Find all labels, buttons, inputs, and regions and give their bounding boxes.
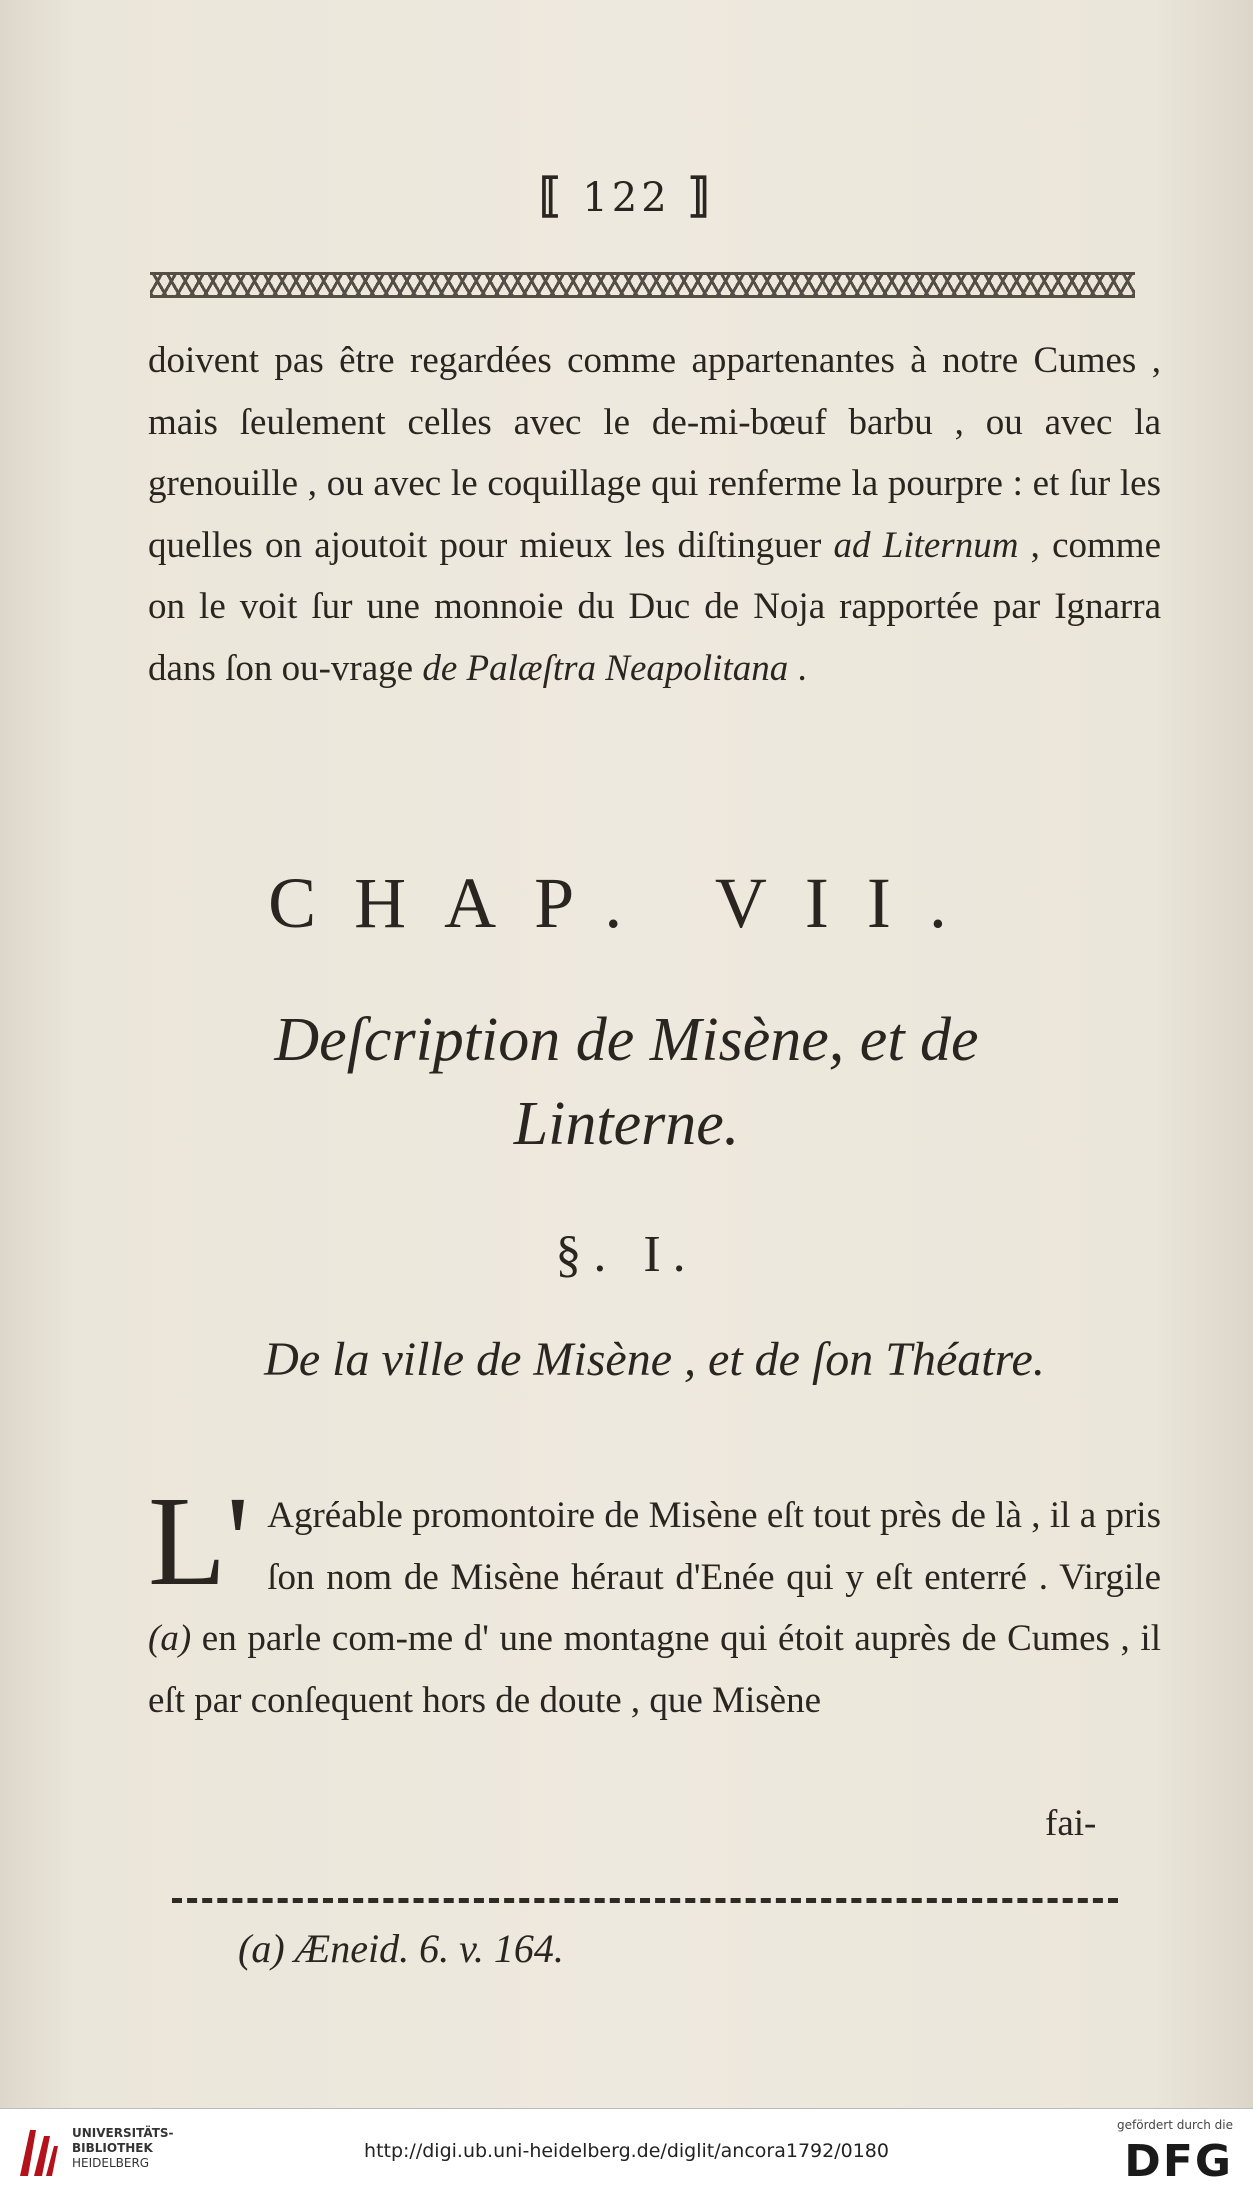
library-name-line: UNIVERSITÄTS- <box>72 2126 174 2140</box>
text-run: . <box>788 647 807 689</box>
text-run: , comme on le voit ſur une monnoie du Duc de Noja rapportée par Ignarra dans ſon ou-vrage <box>148 524 1161 689</box>
text-run-italic: de Palæſtra Neapolitana <box>422 647 789 689</box>
footnote-text: Æneid. 6. v. 164. <box>294 1926 564 1971</box>
footnote-rule <box>172 1898 1118 1903</box>
chapter-title-line: Linterne. <box>513 1090 740 1158</box>
left-bracket-ornament: ⟦ <box>538 168 566 222</box>
dfg-logo[interactable]: DFG <box>1124 2136 1233 2187</box>
text-run: doivent pas être regardées comme appartenantes à notre Cumes , mais ſeulement celles avec le de-mi-bœuf barbu , ou avec la grenouille , ou avec le coquillage qui renferme la pourpre : et ſur les quelles on ajoutoit pour mieux les diſtinguer <box>148 340 1161 566</box>
page-header <box>0 168 1253 222</box>
paragraph-opening <box>148 1470 1161 1731</box>
header-chain-rule <box>150 272 1135 298</box>
permalink-url[interactable]: http://digi.ub.uni-heidelberg.de/diglit/ancora1792/0180 <box>364 2140 889 2162</box>
library-name-line: BIBLIOTHEK <box>72 2141 153 2155</box>
chapter-heading: CHAP. VII. <box>268 863 985 943</box>
section-title: De la ville de Misène , et de ſon Théatre. <box>264 1333 1045 1386</box>
catchword: fai- <box>1045 1803 1097 1844</box>
section-mark: §. I. <box>555 1226 698 1283</box>
drop-cap: L' <box>148 1470 250 1612</box>
chapter-title <box>0 998 1253 1166</box>
footnote-marker: (a) <box>238 1926 285 1971</box>
paragraph-continuation <box>148 330 1161 699</box>
right-bracket-ornament: ⟧ <box>687 168 715 222</box>
text-run: Agréable promontoire de Misène eſt tout près de là , il a pris ſon nom de Misène héraut d'Enée qui y eſt enterré . Virgile <box>267 1495 1161 1598</box>
chapter-title-line: Deſcription de Misène, et de <box>274 1006 979 1074</box>
text-run: en parle com-me d' une montagne qui étoit auprès de Cumes , il eſt par conſequent hors de doute , que Misène <box>148 1618 1161 1721</box>
footnote-reference: (a) <box>148 1618 192 1659</box>
funding-label: gefördert durch die <box>1117 2118 1233 2132</box>
text-run-italic: ad Liternum <box>833 524 1019 566</box>
footnote <box>238 1925 564 1972</box>
library-name-line: HEIDELBERG <box>72 2156 150 2170</box>
page-number: 122 <box>582 175 671 221</box>
